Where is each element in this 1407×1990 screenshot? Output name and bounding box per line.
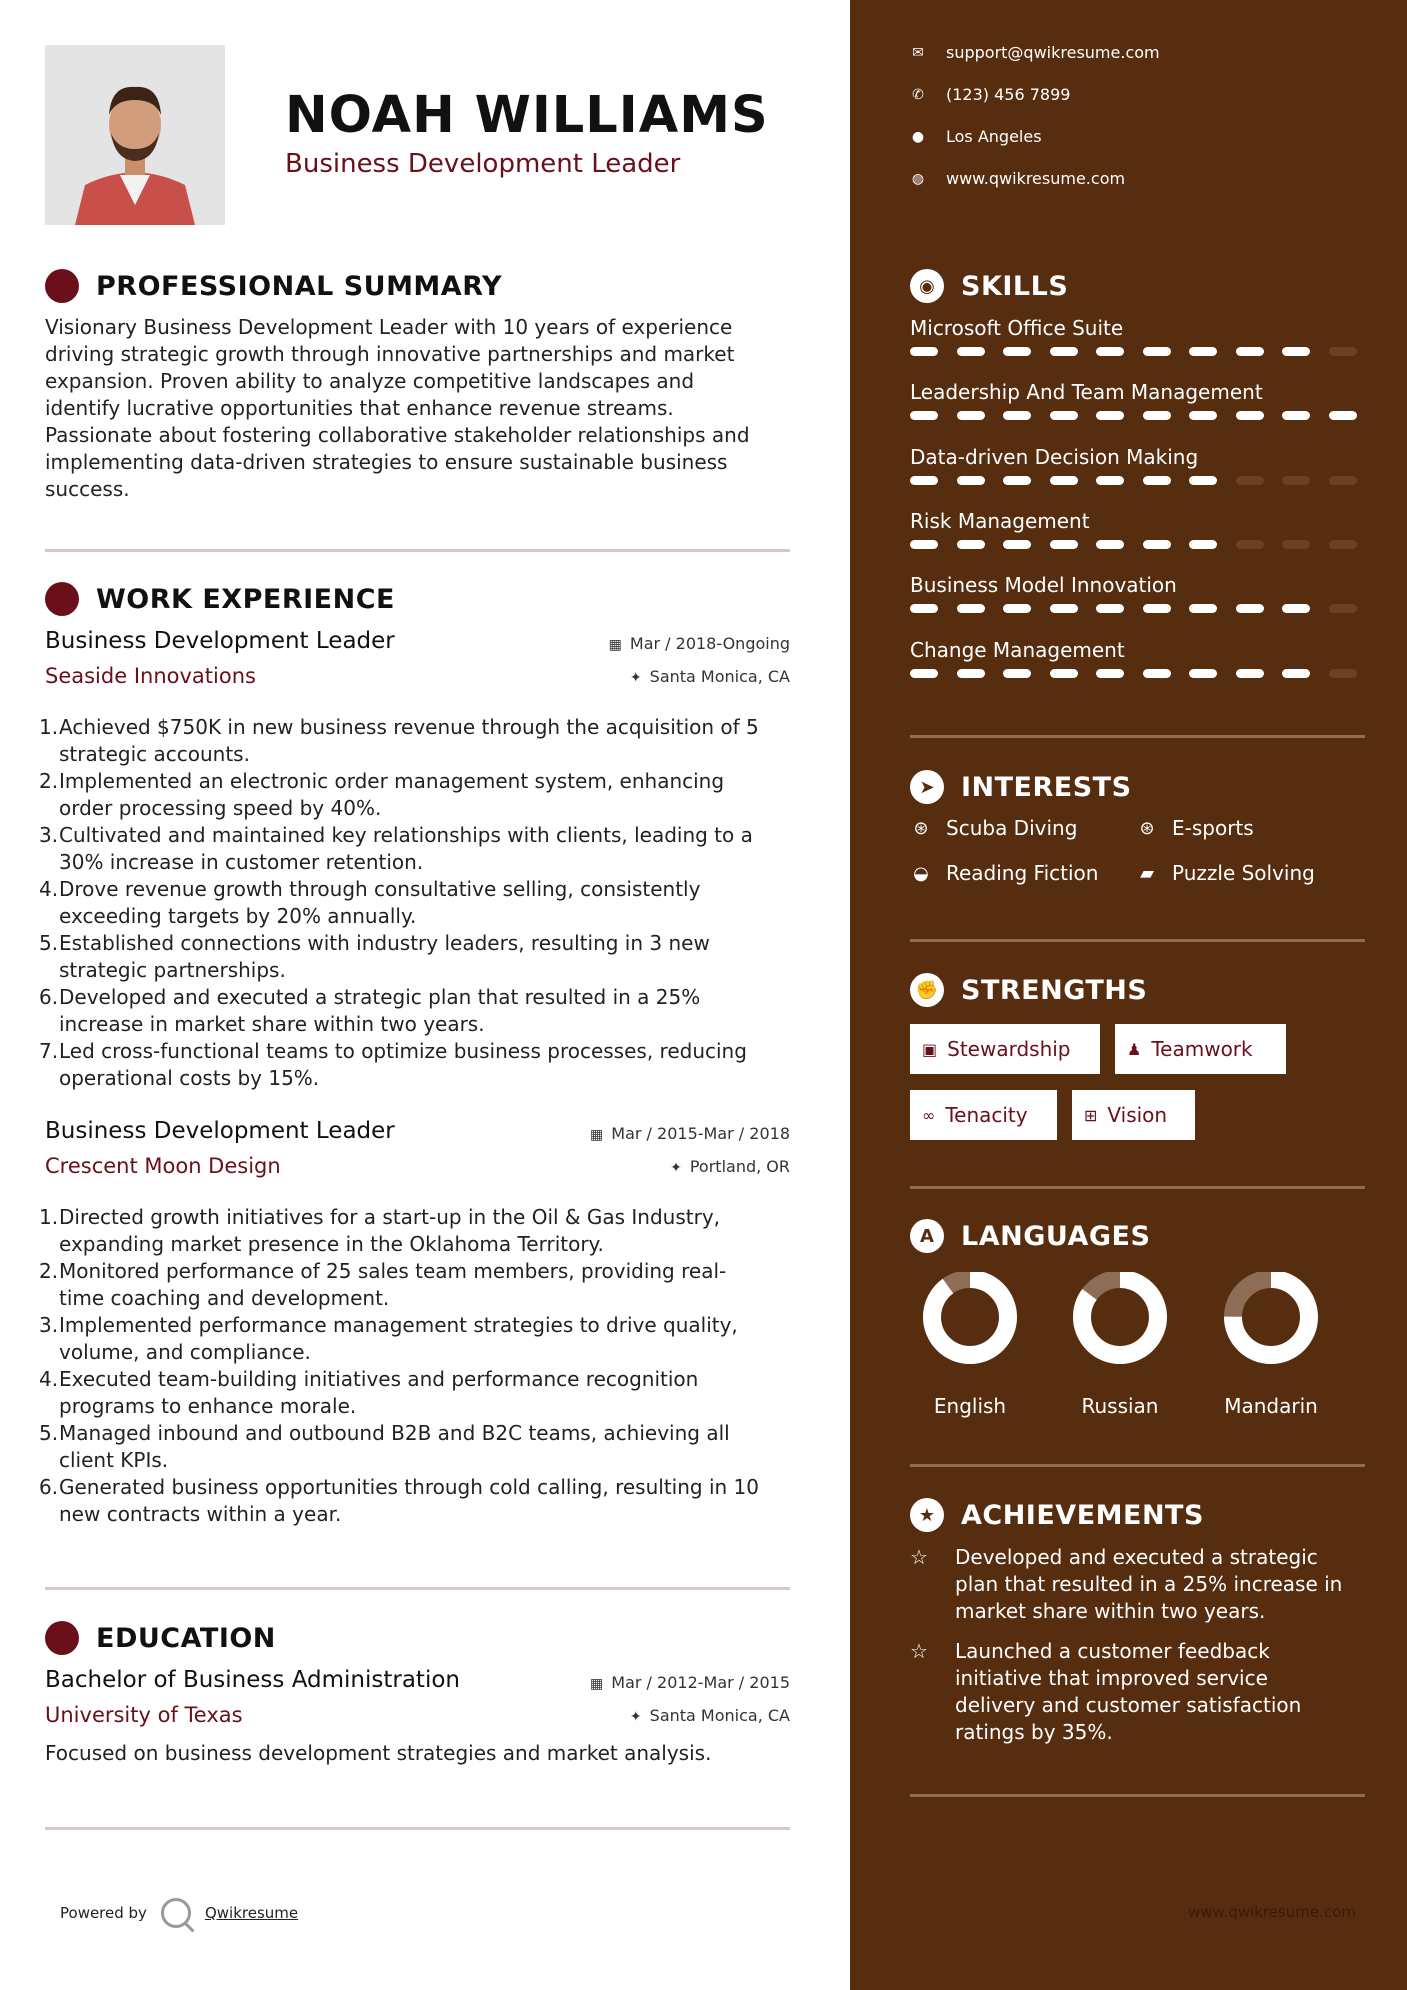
watermark-text: www.qwikresume.com bbox=[1188, 1903, 1356, 1921]
skill-dash-filled bbox=[1096, 411, 1124, 420]
skill-dash-empty bbox=[1329, 476, 1357, 485]
skill-dash-filled bbox=[1236, 669, 1264, 678]
skill-dash-filled bbox=[1003, 476, 1031, 485]
list-item: 5. Managed inbound and outbound B2B and B2C teams, achieving all client KPIs. bbox=[39, 1421, 730, 1472]
interest-item: ▰ Puzzle Solving bbox=[1136, 861, 1315, 885]
summary-text: Visionary Business Development Leader with 10 years of experience driving strategic growth through innovative partnerships and market expansion. Proven ability to analyze competitive landscapes and identify lucrative opportunities that enhance revenue streams. Passionate about fostering collaborative stakeholder relationships and implementing data-driven strategies to ensure sustainable business success. bbox=[45, 315, 750, 501]
education-description: Focused on business development strategies and market analysis. bbox=[45, 1741, 712, 1765]
candidate-name: NOAH WILLIAMS bbox=[285, 86, 769, 145]
experience-heading: WORK EXPERIENCE bbox=[96, 583, 395, 615]
pin-icon: ✦ bbox=[670, 1160, 682, 1176]
skill-rating bbox=[910, 669, 1375, 678]
skill-dash-filled bbox=[1143, 476, 1171, 485]
language-level-ring bbox=[1211, 1272, 1331, 1382]
calendar-icon: ▦ bbox=[608, 637, 622, 653]
fist-icon: ✊ bbox=[910, 973, 944, 1007]
skill-rating bbox=[910, 411, 1375, 420]
skills-heading: SKILLS bbox=[961, 270, 1069, 302]
divider bbox=[45, 1827, 790, 1830]
skill-dash-filled bbox=[910, 347, 938, 356]
pin-icon: ✦ bbox=[629, 670, 642, 686]
interest-item: ⊛ Scuba Diving bbox=[910, 816, 1077, 840]
interests-section bbox=[910, 769, 1365, 805]
skill-dash-filled bbox=[1003, 540, 1031, 549]
skill-dash-filled bbox=[1003, 604, 1031, 613]
job-title: Business Development Leader bbox=[45, 1118, 395, 1144]
achievements-heading: ACHIEVEMENTS bbox=[961, 1499, 1204, 1531]
skill-dash-filled bbox=[1003, 411, 1031, 420]
skill-dash-empty bbox=[1236, 540, 1264, 549]
job-entry bbox=[39, 1118, 790, 1538]
skill-rating bbox=[910, 476, 1375, 485]
gamepad-icon: ◒ bbox=[913, 862, 929, 884]
user-icon bbox=[45, 269, 79, 303]
achievements-section bbox=[910, 1497, 1365, 1533]
skill-dash-filled bbox=[1282, 347, 1310, 356]
divider bbox=[45, 549, 790, 552]
skill-dash-empty bbox=[1329, 604, 1357, 613]
skill-dash-filled bbox=[957, 669, 985, 678]
divider bbox=[910, 939, 1365, 942]
language-item: Mandarin bbox=[1211, 1272, 1331, 1386]
divider bbox=[910, 1464, 1365, 1467]
lightbulb-icon: ◉ bbox=[910, 269, 944, 303]
list-item: 1. Achieved $750K in new business revenue through the acquisition of 5 strategic accounts. bbox=[39, 715, 759, 766]
degree: Bachelor of Business Administration bbox=[45, 1667, 460, 1693]
job-achievements bbox=[39, 714, 799, 1092]
skill-dash-filled bbox=[1282, 669, 1310, 678]
education-location: ✦ Santa Monica, CA bbox=[629, 1706, 790, 1725]
contact-email: ✉ support@qwikresume.com bbox=[910, 43, 1160, 62]
summary-heading: PROFESSIONAL SUMMARY bbox=[96, 270, 503, 302]
education-date: ▦ Mar / 2012-Mar / 2015 bbox=[590, 1673, 790, 1692]
skill-item: Data-driven Decision Making bbox=[910, 445, 1365, 495]
skill-dash-filled bbox=[957, 540, 985, 549]
skill-dash-filled bbox=[1096, 669, 1124, 678]
calendar-icon: ▦ bbox=[590, 1127, 604, 1143]
skill-item: Microsoft Office Suite bbox=[910, 316, 1365, 366]
skill-dash-filled bbox=[1143, 604, 1171, 613]
skill-dash-filled bbox=[1236, 347, 1264, 356]
contact-website: ◍ www.qwikresume.com bbox=[911, 169, 1126, 188]
education-entry bbox=[45, 1667, 790, 1767]
paper-plane-icon: ➤ bbox=[910, 770, 944, 804]
skill-dash-filled bbox=[1189, 476, 1217, 485]
interest-item: ⊛ E-sports bbox=[1136, 816, 1254, 840]
skill-dash-empty bbox=[1329, 540, 1357, 549]
skill-dash-filled bbox=[1096, 347, 1124, 356]
education-heading: EDUCATION bbox=[96, 1622, 276, 1654]
skill-dash-filled bbox=[1143, 411, 1171, 420]
book-icon: ▰ bbox=[1140, 862, 1154, 884]
skill-dash-filled bbox=[957, 476, 985, 485]
graduation-cap-icon bbox=[45, 1621, 79, 1655]
skills-section bbox=[910, 268, 1365, 304]
skill-dash-filled bbox=[1143, 347, 1171, 356]
divider bbox=[910, 1794, 1365, 1797]
star-icon: ★ bbox=[910, 1498, 944, 1532]
skill-dash-filled bbox=[1050, 476, 1078, 485]
job-date: ▦ Mar / 2018-Ongoing bbox=[608, 634, 790, 653]
skill-dash-filled bbox=[957, 411, 985, 420]
job-location: ✦ Santa Monica, CA bbox=[629, 667, 790, 686]
skill-dash-filled bbox=[1096, 604, 1124, 613]
interest-item: ◒ Reading Fiction bbox=[910, 861, 1098, 885]
skill-dash-filled bbox=[1189, 347, 1217, 356]
skill-dash-filled bbox=[910, 540, 938, 549]
skill-item: Business Model Innovation bbox=[910, 573, 1365, 623]
briefcase-icon: ▣ bbox=[922, 1039, 938, 1059]
job-achievements bbox=[39, 1204, 799, 1528]
language-level-ring bbox=[910, 1272, 1030, 1382]
job-entry bbox=[39, 628, 790, 1090]
skill-dash-empty bbox=[1282, 476, 1310, 485]
list-item: 6. Generated business opportunities through cold calling, resulting in 10 new contracts within a year. bbox=[39, 1475, 759, 1526]
summary-section bbox=[45, 268, 790, 503]
powered-by: Powered by Qwikresume bbox=[60, 1898, 298, 1928]
skill-dash-filled bbox=[1282, 411, 1310, 420]
list-item: 1. Directed growth initiatives for a start-up in the Oil & Gas Industry, expanding market presence in the Oklahoma Territory. bbox=[39, 1205, 721, 1256]
list-item: 7. Led cross-functional teams to optimize business processes, reducing operational costs by 15%. bbox=[39, 1039, 747, 1090]
skill-dash-filled bbox=[910, 604, 938, 613]
link-icon: ∞ bbox=[922, 1105, 936, 1125]
strength-badge: ▣ Stewardship bbox=[910, 1024, 1100, 1074]
translate-icon: A bbox=[910, 1219, 944, 1253]
skill-item: Leadership And Team Management bbox=[910, 380, 1365, 430]
shooting-star-icon: ☆ bbox=[910, 1639, 928, 1663]
contact-phone: ✆ (123) 456 7899 bbox=[910, 85, 1070, 104]
qwikresume-link[interactable]: Qwikresume bbox=[204, 1904, 299, 1922]
experience-section bbox=[45, 581, 790, 617]
skill-dash-filled bbox=[1189, 604, 1217, 613]
envelope-icon: ✉ bbox=[912, 44, 924, 61]
skill-dash-filled bbox=[1329, 411, 1357, 420]
list-item: 3. Cultivated and maintained key relationships with clients, leading to a 30% increase in customer retention. bbox=[39, 823, 753, 874]
job-title: Business Development Leader bbox=[45, 628, 395, 654]
skill-dash-filled bbox=[1003, 669, 1031, 678]
list-item: 5. Established connections with industry leaders, resulting in 3 new strategic partnerships. bbox=[39, 931, 710, 982]
profile-photo bbox=[45, 45, 225, 225]
skill-item: Risk Management bbox=[910, 509, 1365, 559]
users-icon: ♟ bbox=[1127, 1039, 1142, 1059]
calendar-icon: ▦ bbox=[590, 1676, 604, 1692]
language-item: Russian bbox=[1060, 1272, 1180, 1386]
skill-dash-filled bbox=[1143, 540, 1171, 549]
skill-dash-filled bbox=[910, 669, 938, 678]
resume-sidebar bbox=[850, 0, 1407, 1990]
skill-dash-empty bbox=[1329, 669, 1357, 678]
skill-dash-filled bbox=[1050, 411, 1078, 420]
skill-dash-filled bbox=[1189, 540, 1217, 549]
skill-dash-filled bbox=[1236, 604, 1264, 613]
divider bbox=[910, 1186, 1365, 1189]
job-date: ▦ Mar / 2015-Mar / 2018 bbox=[590, 1124, 790, 1143]
divider bbox=[910, 735, 1365, 738]
skill-dash-filled bbox=[1050, 347, 1078, 356]
skill-dash-empty bbox=[1329, 347, 1357, 356]
interests-heading: INTERESTS bbox=[961, 771, 1132, 803]
skill-rating bbox=[910, 604, 1375, 613]
binoculars-icon: ⊞ bbox=[1084, 1105, 1098, 1125]
skill-dash-filled bbox=[1236, 411, 1264, 420]
strengths-section bbox=[910, 972, 1365, 1008]
globe-icon: ◍ bbox=[911, 170, 925, 187]
job-company: Seaside Innovations bbox=[45, 664, 256, 688]
skill-dash-filled bbox=[1050, 669, 1078, 678]
lifebuoy-icon: ⊛ bbox=[1139, 817, 1155, 839]
skill-dash-filled bbox=[1143, 669, 1171, 678]
achievement-item: ☆ Launched a customer feedback initiative that improved service delivery and customer satisfaction ratings by 35%. bbox=[910, 1639, 1302, 1744]
list-item: 4. Executed team-building initiatives and performance recognition programs to enhance morale. bbox=[39, 1367, 699, 1418]
list-item: 6. Developed and executed a strategic plan that resulted in a 25% increase in market share within two years. bbox=[39, 985, 701, 1036]
phone-icon: ✆ bbox=[912, 86, 924, 103]
language-level-ring bbox=[1060, 1272, 1180, 1382]
shooting-star-icon: ☆ bbox=[910, 1545, 928, 1569]
school: University of Texas bbox=[45, 1703, 243, 1727]
list-item: 2. Monitored performance of 25 sales team members, providing real- time coaching and development. bbox=[39, 1259, 727, 1310]
education-section bbox=[45, 1620, 790, 1656]
skill-rating bbox=[910, 540, 1375, 549]
contact-location: ● Los Angeles bbox=[911, 127, 1042, 146]
map-marker-icon: ● bbox=[911, 128, 925, 145]
strengths-heading: STRENGTHS bbox=[961, 974, 1148, 1006]
list-item: 4. Drove revenue growth through consultative selling, consistently exceeding targets by 20% annually. bbox=[39, 877, 701, 928]
lifebuoy-icon: ⊛ bbox=[913, 817, 929, 839]
skill-dash-filled bbox=[1189, 669, 1217, 678]
strength-badge: ♟ Teamwork bbox=[1115, 1024, 1286, 1074]
job-location: ✦ Portland, OR bbox=[670, 1157, 790, 1176]
skill-dash-filled bbox=[910, 411, 938, 420]
strength-badge: ⊞ Vision bbox=[1072, 1090, 1195, 1140]
list-item: 2. Implemented an electronic order management system, enhancing order processing speed by 40%. bbox=[39, 769, 725, 820]
languages-heading: LANGUAGES bbox=[961, 1220, 1151, 1252]
divider bbox=[45, 1587, 790, 1590]
skill-dash-filled bbox=[957, 604, 985, 613]
qwikresume-logo-icon bbox=[161, 1898, 191, 1928]
skill-dash-filled bbox=[910, 476, 938, 485]
skill-dash-empty bbox=[1282, 540, 1310, 549]
languages-section bbox=[910, 1218, 1365, 1254]
achievement-item: ☆ Developed and executed a strategic plan that resulted in a 25% increase in market share within two years. bbox=[910, 1545, 1343, 1623]
skill-rating bbox=[910, 347, 1375, 356]
skill-dash-filled bbox=[1050, 604, 1078, 613]
strength-badge: ∞ Tenacity bbox=[910, 1090, 1057, 1140]
skill-dash-filled bbox=[1050, 540, 1078, 549]
skill-item: Change Management bbox=[910, 638, 1365, 688]
skill-dash-filled bbox=[957, 347, 985, 356]
language-ring-fill bbox=[932, 1279, 1008, 1355]
pin-icon: ✦ bbox=[629, 1709, 642, 1725]
candidate-role: Business Development Leader bbox=[285, 149, 681, 179]
skill-dash-empty bbox=[1236, 476, 1264, 485]
skill-dash-filled bbox=[1282, 604, 1310, 613]
skill-dash-filled bbox=[1096, 540, 1124, 549]
job-company: Crescent Moon Design bbox=[45, 1154, 281, 1178]
skill-dash-filled bbox=[1189, 411, 1217, 420]
skill-dash-filled bbox=[1096, 476, 1124, 485]
language-item: English bbox=[910, 1272, 1030, 1386]
briefcase-icon bbox=[45, 582, 79, 616]
skill-dash-filled bbox=[1003, 347, 1031, 356]
list-item: 3. Implemented performance management strategies to drive quality, volume, and compliance. bbox=[39, 1313, 738, 1364]
